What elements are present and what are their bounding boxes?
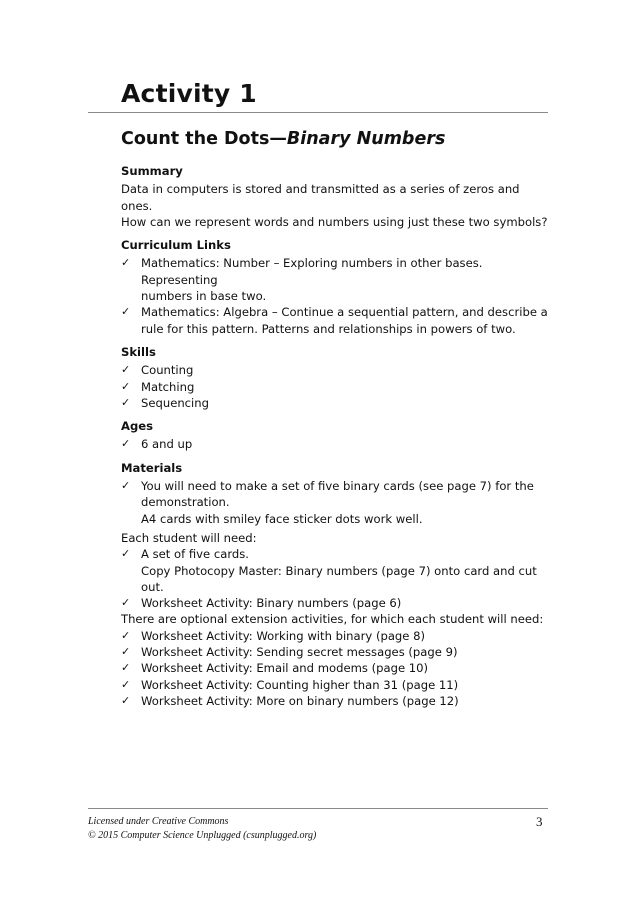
footer-license: Licensed under Creative Commons [88,816,229,827]
content-body [121,163,551,709]
skills-item [121,362,551,378]
item-line: Worksheet Activity: Counting higher than 31 (page 11) [141,677,459,692]
checkmark-icon: ✓ [121,379,131,393]
item-line: Worksheet Activity: Binary numbers (page 6) [141,596,402,611]
ages-list [121,436,551,452]
summary-line: Data in computers is stored and transmitted as a series of zeros and ones. [121,182,520,213]
ages-heading: Ages [121,419,154,434]
checkmark-icon: ✓ [121,437,131,451]
materials-heading: Materials [121,460,183,475]
item-line: 6 and up [141,437,193,452]
skills-item [121,395,551,411]
curriculum-list [121,255,551,336]
item-line: Mathematics: Number – Exploring numbers in other bases. Representing [141,256,483,287]
item-line: numbers in base two. [141,289,267,304]
student-item [121,595,551,611]
skills-item [121,379,551,395]
student-materials-list [121,546,551,611]
optional-item [121,644,551,660]
summary-heading: Summary [121,164,183,178]
item-line: A set of five cards. [141,547,249,562]
summary-text [121,181,551,230]
footer-copyright: © 2015 Computer Science Unplugged (csunplugged.org) [88,830,317,841]
page-subtitle [121,127,445,151]
curriculum-item [121,304,551,337]
item-line: Worksheet Activity: More on binary numbers (page 12) [141,693,459,708]
optional-item [121,677,551,693]
materials-item [121,478,551,527]
checkmark-icon: ✓ [121,693,131,707]
item-line: Worksheet Activity: Working with binary (page 8) [141,628,426,643]
materials-list [121,478,551,527]
checkmark-icon: ✓ [121,547,131,561]
item-line: rule for this pattern. Patterns and relationships in powers of two. [141,321,516,336]
summary-line: How can we represent words and numbers using just these two symbols? [121,214,548,229]
item-line: Worksheet Activity: Sending secret messages (page 9) [141,645,458,660]
subtitle-emphasis: Binary Numbers [286,129,446,149]
item-line: Sequencing [141,395,209,410]
activity-title: Activity 1 [121,79,257,108]
optional-text: There are optional extension activities, for which each student will need: [121,612,544,627]
checkmark-icon: ✓ [121,479,131,493]
optional-item [121,693,551,709]
item-line: demonstration. [141,495,230,510]
footer-credits [88,815,316,843]
checkmark-icon: ✓ [121,305,131,319]
checkmark-icon: ✓ [121,395,131,409]
curriculum-item [121,255,551,304]
checkmark-icon: ✓ [121,645,131,659]
item-line: You will need to make a set of five binary cards (see page 7) for the [141,479,534,494]
item-line: Worksheet Activity: Email and modems (page 10) [141,661,429,676]
subtitle-main: Count the Dots— [121,129,287,149]
title-divider [88,112,548,113]
checkmark-icon: ✓ [121,628,131,642]
student-item [121,546,551,595]
optional-item [121,660,551,676]
optional-materials-list [121,628,551,709]
ages-item [121,436,551,452]
checkmark-icon: ✓ [121,596,131,610]
item-line: Copy Photocopy Master: Binary numbers (page 7) onto card and cut out. [141,563,537,594]
item-line: A4 cards with smiley face sticker dots work well. [141,511,423,526]
footer-divider [88,808,548,809]
optional-item [121,628,551,644]
page-number: 3 [536,814,543,829]
item-line: Mathematics: Algebra – Continue a sequential pattern, and describe a [141,305,548,320]
curriculum-heading: Curriculum Links [121,238,231,253]
item-line: Counting [141,363,194,378]
item-line: Matching [141,379,195,394]
checkmark-icon: ✓ [121,256,131,270]
skills-heading: Skills [121,344,156,359]
checkmark-icon: ✓ [121,363,131,377]
checkmark-icon: ✓ [121,661,131,675]
each-student-text: Each student will need: [121,530,257,545]
skills-list [121,362,551,411]
checkmark-icon: ✓ [121,677,131,691]
